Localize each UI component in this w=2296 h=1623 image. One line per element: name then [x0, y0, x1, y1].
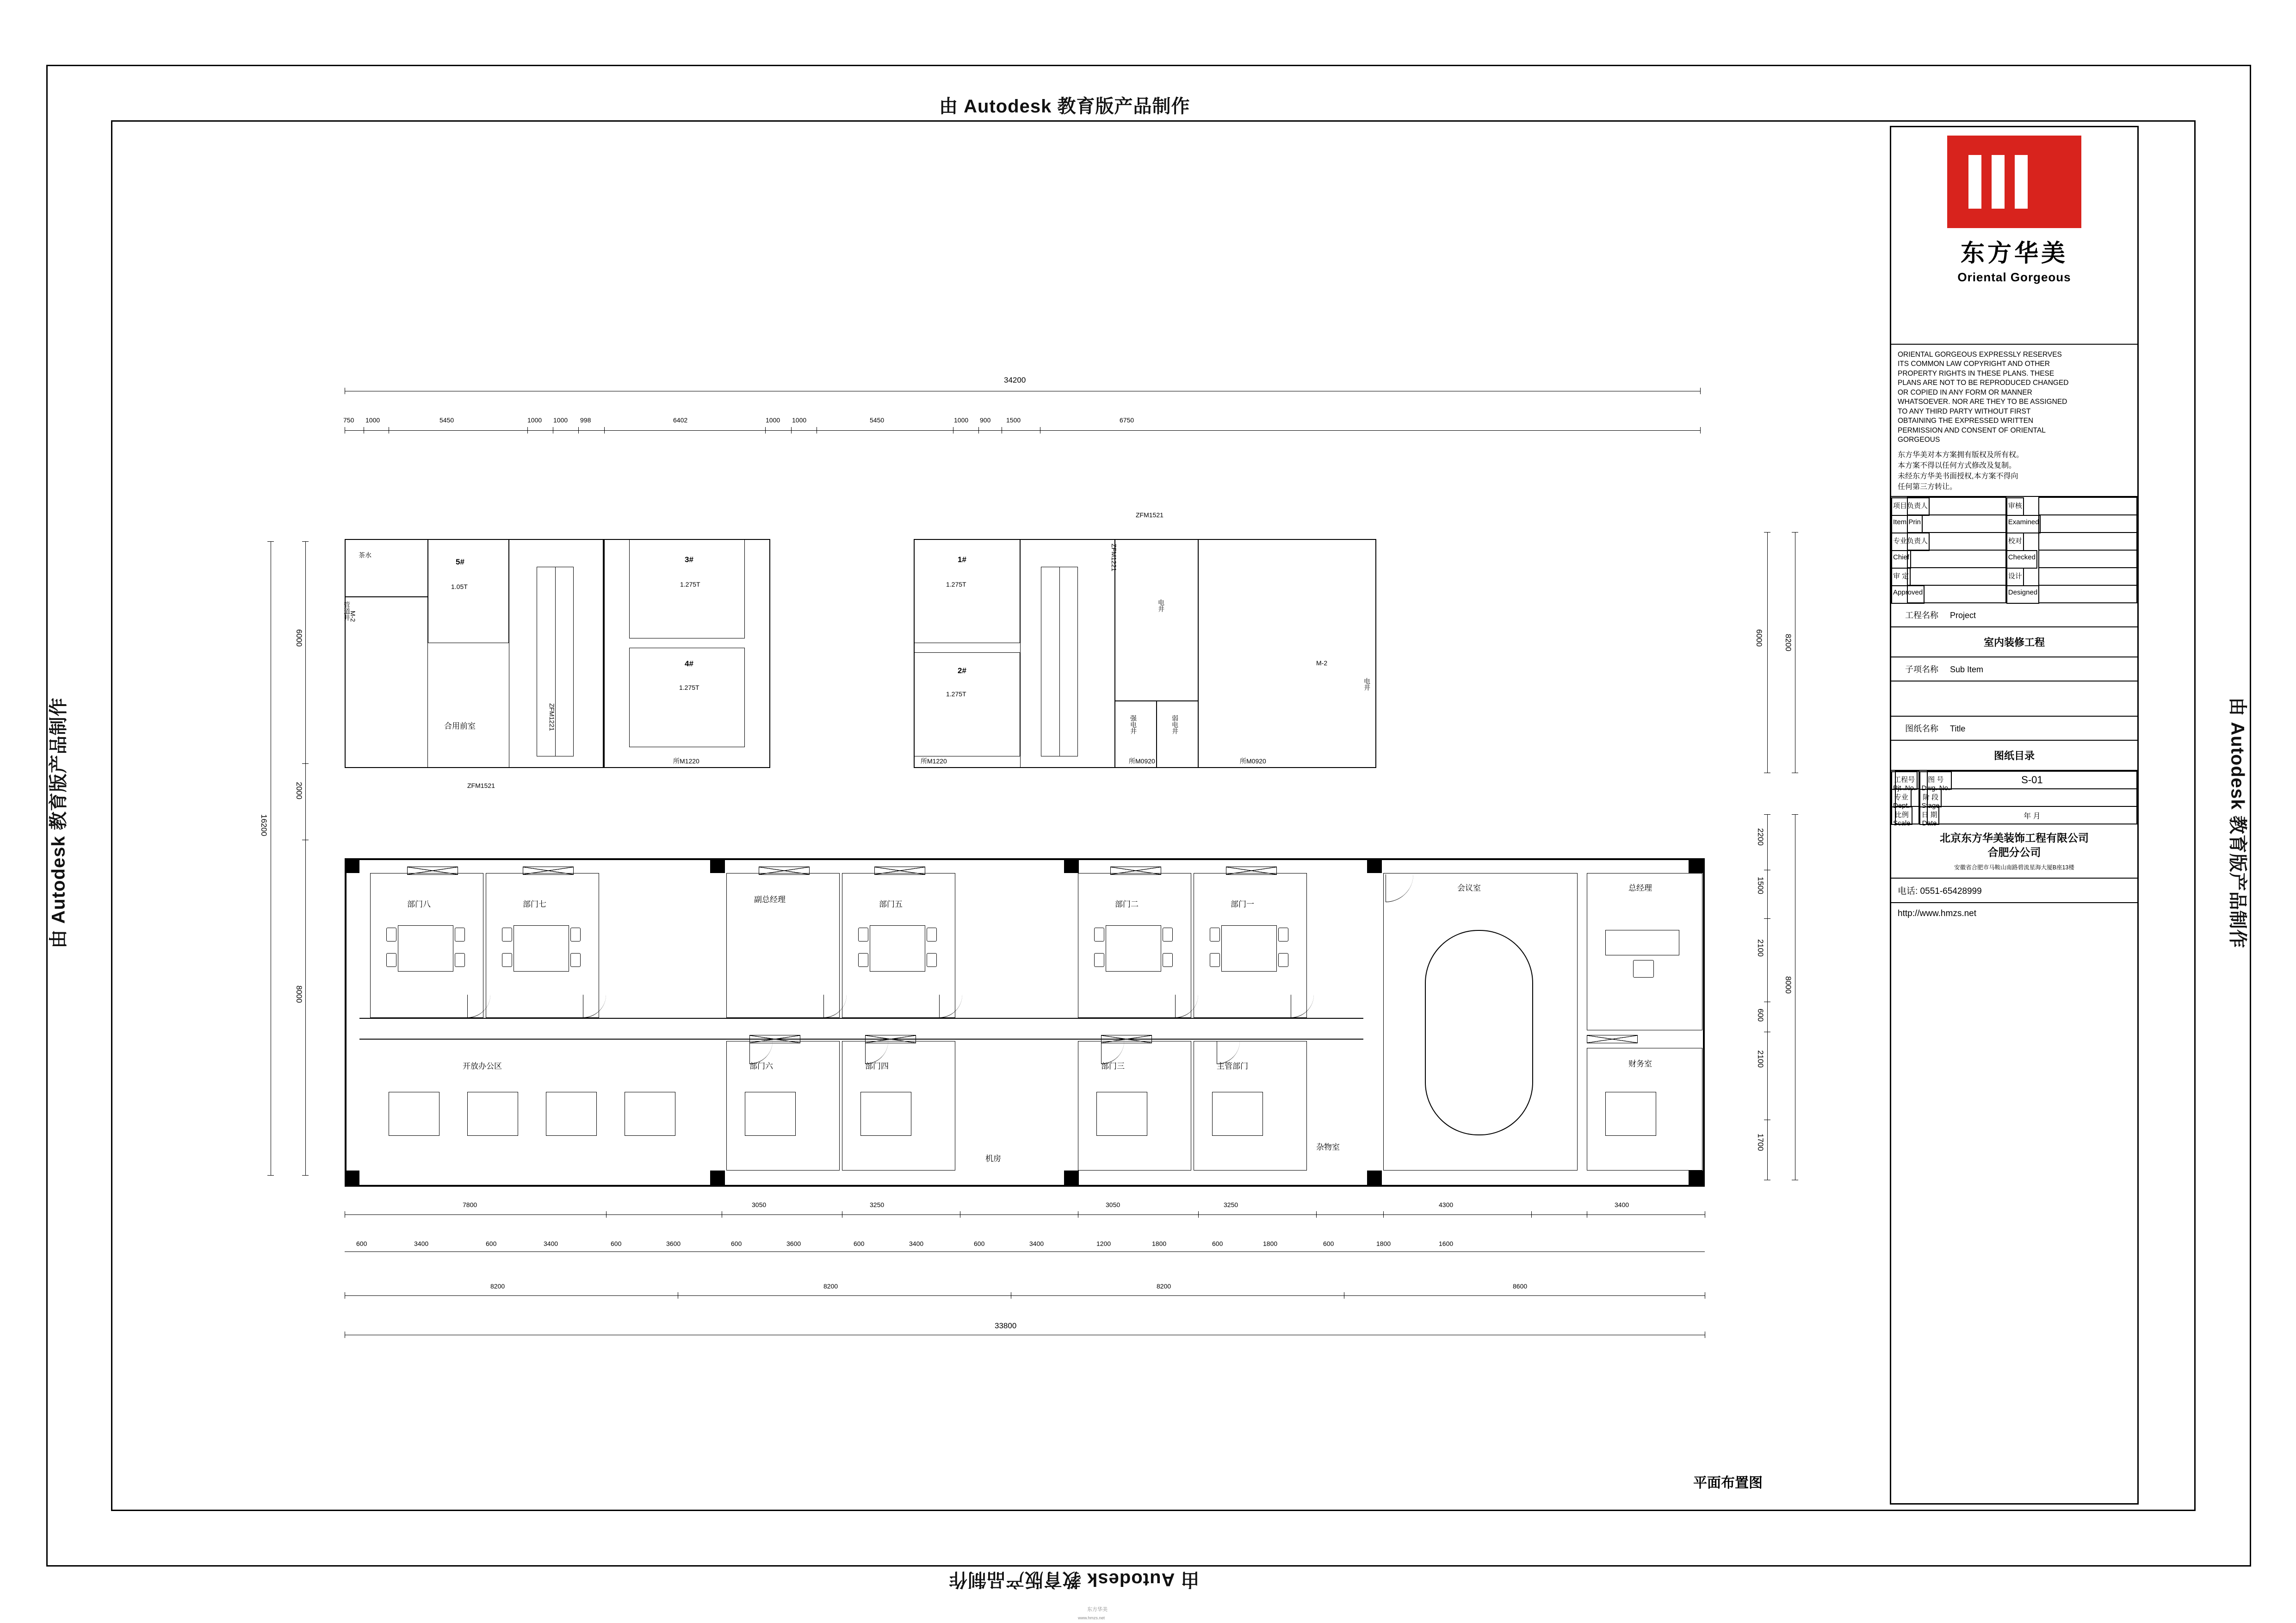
- signoff-1-left-en: Chief: [1891, 550, 1911, 569]
- room-label-4: 部门二: [1115, 900, 1139, 909]
- bottom-dim1-2: 3250: [870, 1201, 885, 1208]
- top-dim-chain: [345, 430, 1700, 431]
- workstation-cluster: [870, 925, 925, 972]
- room-label-14: 杂物室: [1316, 1143, 1340, 1152]
- bottom-dim1-1: 3050: [752, 1201, 767, 1208]
- label-front-room: 电井: [1157, 599, 1165, 612]
- bottom-total-dim: 33800: [995, 1321, 1017, 1330]
- label-zfm1521-left: ZFM1521: [467, 782, 495, 789]
- bottom-dim2-8: 600: [854, 1240, 865, 1247]
- project-label-en: Project: [1950, 611, 1976, 620]
- window: [523, 867, 574, 875]
- label-m0920-a: 所M0920: [1129, 757, 1155, 765]
- room-label-1: 部门七: [523, 900, 546, 909]
- label-pipe-shaft: 管道井: [343, 601, 351, 621]
- bottom-dim-row3: [345, 1295, 1705, 1296]
- left-dim-0: 6000: [295, 629, 303, 647]
- workstation-cluster: [1212, 1092, 1263, 1136]
- room-label-15: 财务室: [1628, 1059, 1652, 1068]
- weak-electric-shaft: [1157, 701, 1198, 768]
- elevator-5-name: 5#: [456, 558, 464, 566]
- top-dim-0: 750: [343, 416, 354, 424]
- room-label-6: 会议室: [1457, 884, 1481, 892]
- legal-en-3: PLANS ARE NOT TO BE REPRODUCED CHANGED: [1898, 379, 2069, 387]
- signoff-2-right-en: Designed: [2006, 585, 2039, 604]
- top-dim-4: 1000: [553, 416, 568, 424]
- elevator-3: [629, 539, 745, 638]
- elevator-4-spec: 1.275T: [679, 684, 699, 691]
- workstation-cluster: [745, 1092, 796, 1136]
- chair: [1210, 953, 1220, 967]
- label-zfm1221-right: ZFM1221: [1110, 544, 1118, 571]
- signoff-0-right-en: Examined: [2006, 515, 2041, 533]
- gm-desk: [1605, 930, 1679, 955]
- meta-0-cn: 工程号 Pjt .No.: [1891, 771, 1918, 790]
- top-total-dim: 34200: [1004, 376, 1026, 384]
- autodesk-watermark-left: 由 Autodesk 教育版产品制作: [48, 697, 69, 948]
- table-row: [1891, 568, 2137, 585]
- gm-chair: [1633, 960, 1654, 978]
- column: [710, 858, 725, 873]
- drawing-title-row: [1891, 717, 2137, 741]
- bottom-dim2-14: 600: [1212, 1240, 1223, 1247]
- bottom-dim-row2: [345, 1251, 1705, 1252]
- meta-table: [1891, 771, 2137, 828]
- room-label-7: 总经理: [1628, 884, 1652, 892]
- bottom-dim2-11: 3400: [1029, 1240, 1044, 1247]
- drawing-title-value: 图纸目录: [1891, 741, 2137, 771]
- top-dim-5: 998: [580, 416, 591, 424]
- elevator-5: [428, 539, 509, 643]
- left-total-dim: 16200: [260, 814, 268, 836]
- right-dim-5: 2100: [1756, 1050, 1765, 1068]
- legal-en-2: PROPERTY RIGHTS IN THESE PLANS. THESE: [1898, 369, 2055, 378]
- right-dim-2: 1500: [1756, 877, 1765, 894]
- chair: [1094, 928, 1104, 942]
- table-row: [1891, 533, 2137, 550]
- chair: [858, 928, 868, 942]
- label-strong-shaft: 强电井: [1130, 715, 1137, 734]
- top-dim-13: 6750: [1120, 416, 1134, 424]
- column: [710, 1171, 725, 1185]
- top-dim-10: 1000: [954, 416, 969, 424]
- legal-en-1: ITS COMMON LAW COPYRIGHT AND OTHER: [1898, 360, 2050, 368]
- signoff-1-right-cn: 校对: [2006, 533, 2024, 551]
- right-total-lower: 8000: [1784, 976, 1793, 994]
- right-dim-lower-line: [1767, 814, 1768, 1180]
- bottom-dim2-7: 3600: [786, 1240, 801, 1247]
- elevator-2: [914, 652, 1020, 756]
- column: [1689, 858, 1703, 873]
- table-row: [1891, 550, 2137, 568]
- column: [1689, 1171, 1703, 1185]
- bottom-dim2-10: 600: [974, 1240, 985, 1247]
- company-logo: [1891, 127, 2137, 345]
- label-m2-left: M-2: [349, 611, 357, 622]
- elevator-3-name: 3#: [685, 555, 693, 564]
- chair: [1278, 953, 1288, 967]
- subitem-row: [1891, 657, 2137, 681]
- right-total-upper: 8200: [1784, 634, 1793, 651]
- room-label-8: 开放办公区: [463, 1062, 502, 1071]
- chair: [502, 928, 512, 942]
- company-phone: 电话: 0551-65428999: [1891, 879, 2137, 903]
- room-label-9: 部门六: [749, 1062, 773, 1071]
- room-label-5: 部门一: [1231, 900, 1254, 909]
- chair: [570, 953, 581, 967]
- signoff-2-left-en: Approved: [1891, 585, 1925, 604]
- legal-en-7: OBTAINING THE EXPRESSED WRITTEN: [1898, 417, 2034, 425]
- workstation-cluster: [1605, 1092, 1656, 1136]
- right-dim-1: 2200: [1756, 828, 1765, 846]
- signoff-0-left-en: Item.Prin: [1891, 515, 1923, 533]
- chair: [927, 953, 937, 967]
- room-label-3: 部门五: [879, 900, 903, 909]
- bottom-dim2-17: 1800: [1376, 1240, 1391, 1247]
- bottom-dim2-2: 600: [486, 1240, 497, 1247]
- workstation-cluster: [514, 925, 569, 972]
- label-m0920-b: 所M0920: [1240, 757, 1266, 765]
- workstation-cluster: [860, 1092, 911, 1136]
- elevator-2-name: 2#: [958, 666, 966, 675]
- meta-2-cn: 比例 Scale: [1891, 806, 1912, 825]
- chair: [502, 953, 512, 967]
- column: [345, 858, 359, 873]
- signoff-0-left-cn: 项目负责人: [1891, 497, 1930, 516]
- chair: [858, 953, 868, 967]
- vestibule-right: [1115, 539, 1198, 701]
- top-dim-12: 1500: [1006, 416, 1021, 424]
- project-name-row: [1891, 603, 2137, 627]
- bottom-dim2-13: 1800: [1152, 1240, 1167, 1247]
- bottom-dim2-9: 3400: [909, 1240, 924, 1247]
- window: [874, 867, 925, 875]
- signoff-0-right-value[interactable]: [2039, 497, 2137, 515]
- label-m1220-right: 所M1220: [921, 757, 947, 765]
- room-label-2: 副总经理: [754, 895, 786, 904]
- left-dim-chain: [305, 541, 306, 1175]
- signoff-1-left-cn: 专业负责人: [1891, 533, 1930, 551]
- title-block: [1890, 126, 2139, 1505]
- label-shared-vestibule: 合用前室: [444, 722, 476, 731]
- column: [1064, 1171, 1079, 1185]
- bottom-dim2-6: 600: [731, 1240, 742, 1247]
- company-website[interactable]: http://www.hmzs.net: [1898, 909, 1977, 919]
- stair-right: [1020, 539, 1115, 768]
- autodesk-watermark-top: 由 Autodesk 教育版产品制作: [939, 96, 1190, 117]
- logo-chinese-name: 东方华美: [1960, 240, 2068, 267]
- chair: [570, 928, 581, 942]
- bottom-dim3-0: 8200: [490, 1282, 505, 1290]
- drawing-number: S-01: [1927, 771, 2137, 789]
- room-label-11: 部门三: [1101, 1062, 1125, 1071]
- company-name-1: 北京东方华美装饰工程有限公司: [1940, 832, 2089, 844]
- label-m2-right: M-2: [1316, 659, 1328, 667]
- meta-1-cn2: 阶 段 Stage: [1919, 789, 1941, 807]
- signoff-0-right-cn: 审核: [2006, 497, 2024, 516]
- signoff-1-right-sig[interactable]: [2039, 550, 2137, 568]
- elevator-5-spec: 1.05T: [451, 583, 468, 590]
- chair: [1094, 953, 1104, 967]
- chair: [386, 928, 396, 942]
- bottom-dim2-3: 3400: [544, 1240, 558, 1247]
- bottom-dim1-6: 3400: [1615, 1201, 1629, 1208]
- chair: [386, 953, 396, 967]
- workstation-cluster: [398, 925, 453, 972]
- bottom-dim2-18: 1600: [1439, 1240, 1454, 1247]
- signoff-2-left-cn: 审 定: [1891, 568, 1911, 586]
- room-label-12: 主管部门: [1217, 1062, 1248, 1071]
- elevator-1-name: 1#: [958, 555, 966, 564]
- legal-en-0: ORIENTAL GORGEOUS EXPRESSLY RESERVES: [1898, 351, 2062, 359]
- right-dim-0: 6000: [1755, 629, 1764, 647]
- bottom-dim3-3: 8600: [1513, 1282, 1528, 1290]
- right-dim-4: 600: [1756, 1009, 1765, 1022]
- company-info: [1891, 824, 2137, 879]
- corridor-wall: [359, 1018, 1363, 1019]
- bottom-dim2-15: 1800: [1263, 1240, 1278, 1247]
- chair: [1163, 928, 1173, 942]
- title-label-en: Title: [1950, 724, 1966, 734]
- right-dim-6: 1700: [1756, 1134, 1765, 1151]
- right-dim-3: 2100: [1756, 939, 1765, 957]
- signoff-1-right-en: Checked: [2006, 550, 2037, 569]
- legal-cn-0: 东方华美对本方案拥有版权及所有权。: [1898, 451, 2024, 459]
- legal-cn-3: 任何第三方转让。: [1898, 483, 1957, 491]
- meta-1-cn: 专业 Dept.: [1891, 789, 1912, 807]
- column: [1367, 858, 1382, 873]
- elevator-1: [914, 539, 1020, 643]
- signoff-2-right-value[interactable]: [2039, 568, 2137, 585]
- left-dim-2: 8000: [295, 985, 303, 1003]
- subitem-value[interactable]: [1891, 681, 2137, 717]
- legal-en-8: PERMISSION AND CONSENT OF ORIENTAL: [1898, 426, 2046, 434]
- date-value[interactable]: 年 月: [1927, 806, 2137, 824]
- subitem-label-cn: 子项名称: [1905, 665, 1938, 675]
- label-weak-shaft: 弱电井: [1171, 715, 1179, 734]
- elevator-3-spec: 1.275T: [680, 581, 700, 588]
- bottom-dim2-12: 1200: [1096, 1240, 1111, 1247]
- room-label-13: 机房: [985, 1154, 1001, 1163]
- bottom-dim1-3: 3050: [1106, 1201, 1120, 1208]
- signoff-2-left-value[interactable]: [1907, 568, 2005, 585]
- bottom-dim-row1: [345, 1214, 1705, 1215]
- top-dim-7: 1000: [766, 416, 780, 424]
- legal-cn-1: 本方案不得以任何方式修改及复制。: [1898, 461, 2017, 470]
- plan-title: 平面布置图: [1693, 1475, 1763, 1491]
- project-label-cn: 工程名称: [1905, 611, 1938, 620]
- column: [1367, 1171, 1382, 1185]
- chair: [1210, 928, 1220, 942]
- top-dim-3: 1000: [527, 416, 542, 424]
- subitem-label-en: Sub Item: [1950, 665, 1984, 675]
- legal-en-6: TO ANY THIRD PARTY WITHOUT FIRST: [1898, 407, 2031, 415]
- signoff-2-right-sig[interactable]: [2039, 585, 2137, 603]
- bottom-dim1-5: 4300: [1439, 1201, 1454, 1208]
- label-m1220-left: 所M1220: [673, 757, 699, 765]
- legal-en-5: WHATSOEVER. NOR ARE THEY TO BE ASSIGNED: [1898, 398, 2067, 406]
- label-zfm1221-left: ZFM1221: [548, 703, 556, 731]
- signoff-1-right-value[interactable]: [2039, 533, 2137, 550]
- chair: [455, 928, 465, 942]
- window: [1110, 867, 1161, 875]
- logo-mark-icon: [1947, 136, 2081, 228]
- conference-table: [1425, 930, 1533, 1135]
- bottom-dim1-0: 7800: [463, 1201, 477, 1208]
- meta-2-cn2: 日 期 Date: [1919, 806, 1939, 825]
- signoff-table: [1891, 497, 2137, 603]
- autodesk-watermark-right: 由 Autodesk 教育版产品制作: [2227, 697, 2248, 948]
- bottom-dim2-5: 3600: [666, 1240, 681, 1247]
- chair: [1278, 928, 1288, 942]
- legal-en-9: GORGEOUS: [1898, 436, 1940, 444]
- top-dim-6: 6402: [673, 416, 688, 424]
- workstation-cluster: [467, 1092, 518, 1136]
- sheet-inner-border: [111, 120, 2196, 1511]
- chair: [927, 928, 937, 942]
- autodesk-watermark-bottom: 由 Autodesk 教育版产品制作: [948, 1569, 1200, 1590]
- chair: [455, 953, 465, 967]
- top-dim-8: 1000: [792, 416, 807, 424]
- table-row: [1891, 497, 2137, 515]
- bottom-dim3-1: 8200: [823, 1282, 838, 1290]
- corridor-wall-2: [359, 1039, 1363, 1040]
- company-name-2: 合肥分公司: [1987, 846, 2041, 859]
- bottom-dim2-1: 3400: [414, 1240, 429, 1247]
- top-dim-1: 1000: [365, 416, 380, 424]
- signoff-2-right-cn: 设计: [2006, 568, 2024, 586]
- column: [345, 1171, 359, 1185]
- project-value: 室内装修工程: [1891, 627, 2137, 657]
- signoff-1-left-sig[interactable]: [1907, 550, 2005, 568]
- title-label-cn: 图纸名称: [1905, 724, 1938, 734]
- workstation-cluster: [1096, 1092, 1147, 1136]
- top-dim-2: 5450: [439, 416, 454, 424]
- window: [1587, 1035, 1638, 1043]
- window: [759, 867, 810, 875]
- chair: [1163, 953, 1173, 967]
- lobby-left: [345, 597, 428, 768]
- bottom-dim2-4: 600: [611, 1240, 622, 1247]
- room-label-10: 部门四: [865, 1062, 889, 1071]
- bottom-dim1-4: 3250: [1224, 1201, 1238, 1208]
- room-label-0: 部门八: [407, 900, 431, 909]
- table-row: [1891, 515, 2137, 533]
- window: [1226, 867, 1277, 875]
- label-tea-room: 茶水: [359, 551, 371, 559]
- left-dim-1: 2000: [295, 782, 303, 799]
- bottom-dim2-0: 600: [356, 1240, 367, 1247]
- tea-room: [345, 539, 428, 597]
- signoff-0-right-sig[interactable]: [2039, 515, 2137, 533]
- legal-notice: [1891, 345, 2137, 497]
- label-zfm1521-right: ZFM1521: [1136, 511, 1163, 519]
- elevator-2-spec: 1.275T: [946, 690, 966, 698]
- window: [407, 867, 458, 875]
- workstation-cluster: [389, 1092, 439, 1136]
- bottom-dim3-2: 8200: [1157, 1282, 1171, 1290]
- bottom-dim2-16: 600: [1323, 1240, 1334, 1247]
- logo-english-name: Oriental Gorgeous: [1957, 270, 2071, 284]
- workstation-cluster: [546, 1092, 597, 1136]
- workstation-cluster: [1221, 925, 1277, 972]
- right-dim-upper-line: [1767, 532, 1768, 773]
- workstation-cluster: [625, 1092, 675, 1136]
- meta-0-cn2: 图 号 Dwg. No.: [1919, 771, 1952, 790]
- meta-1-value2[interactable]: [1927, 789, 2137, 806]
- room-right-large: [1198, 539, 1376, 768]
- legal-cn-2: 未经东方华美书面授权,本方案不得向: [1898, 472, 2018, 480]
- table-row: [1891, 585, 2137, 603]
- company-address: 安徽省合肥市马鞍山南路碧流星海大厦B座13楼: [1954, 864, 2074, 871]
- top-dim-9: 5450: [870, 416, 885, 424]
- workstation-cluster: [1106, 925, 1161, 972]
- legal-en-4: OR COPIED IN ANY FORM OR MANNER: [1898, 388, 2032, 396]
- column: [1064, 858, 1079, 873]
- elevator-1-spec: 1.275T: [946, 581, 966, 588]
- footer-watermark-url: www.hmzs.net: [1078, 1616, 1105, 1620]
- top-dim-11: 900: [980, 416, 991, 424]
- footer-watermark: 东方华美: [1087, 1607, 1108, 1612]
- elevator-4-name: 4#: [685, 659, 693, 668]
- label-right-vt: 电井: [1363, 678, 1371, 691]
